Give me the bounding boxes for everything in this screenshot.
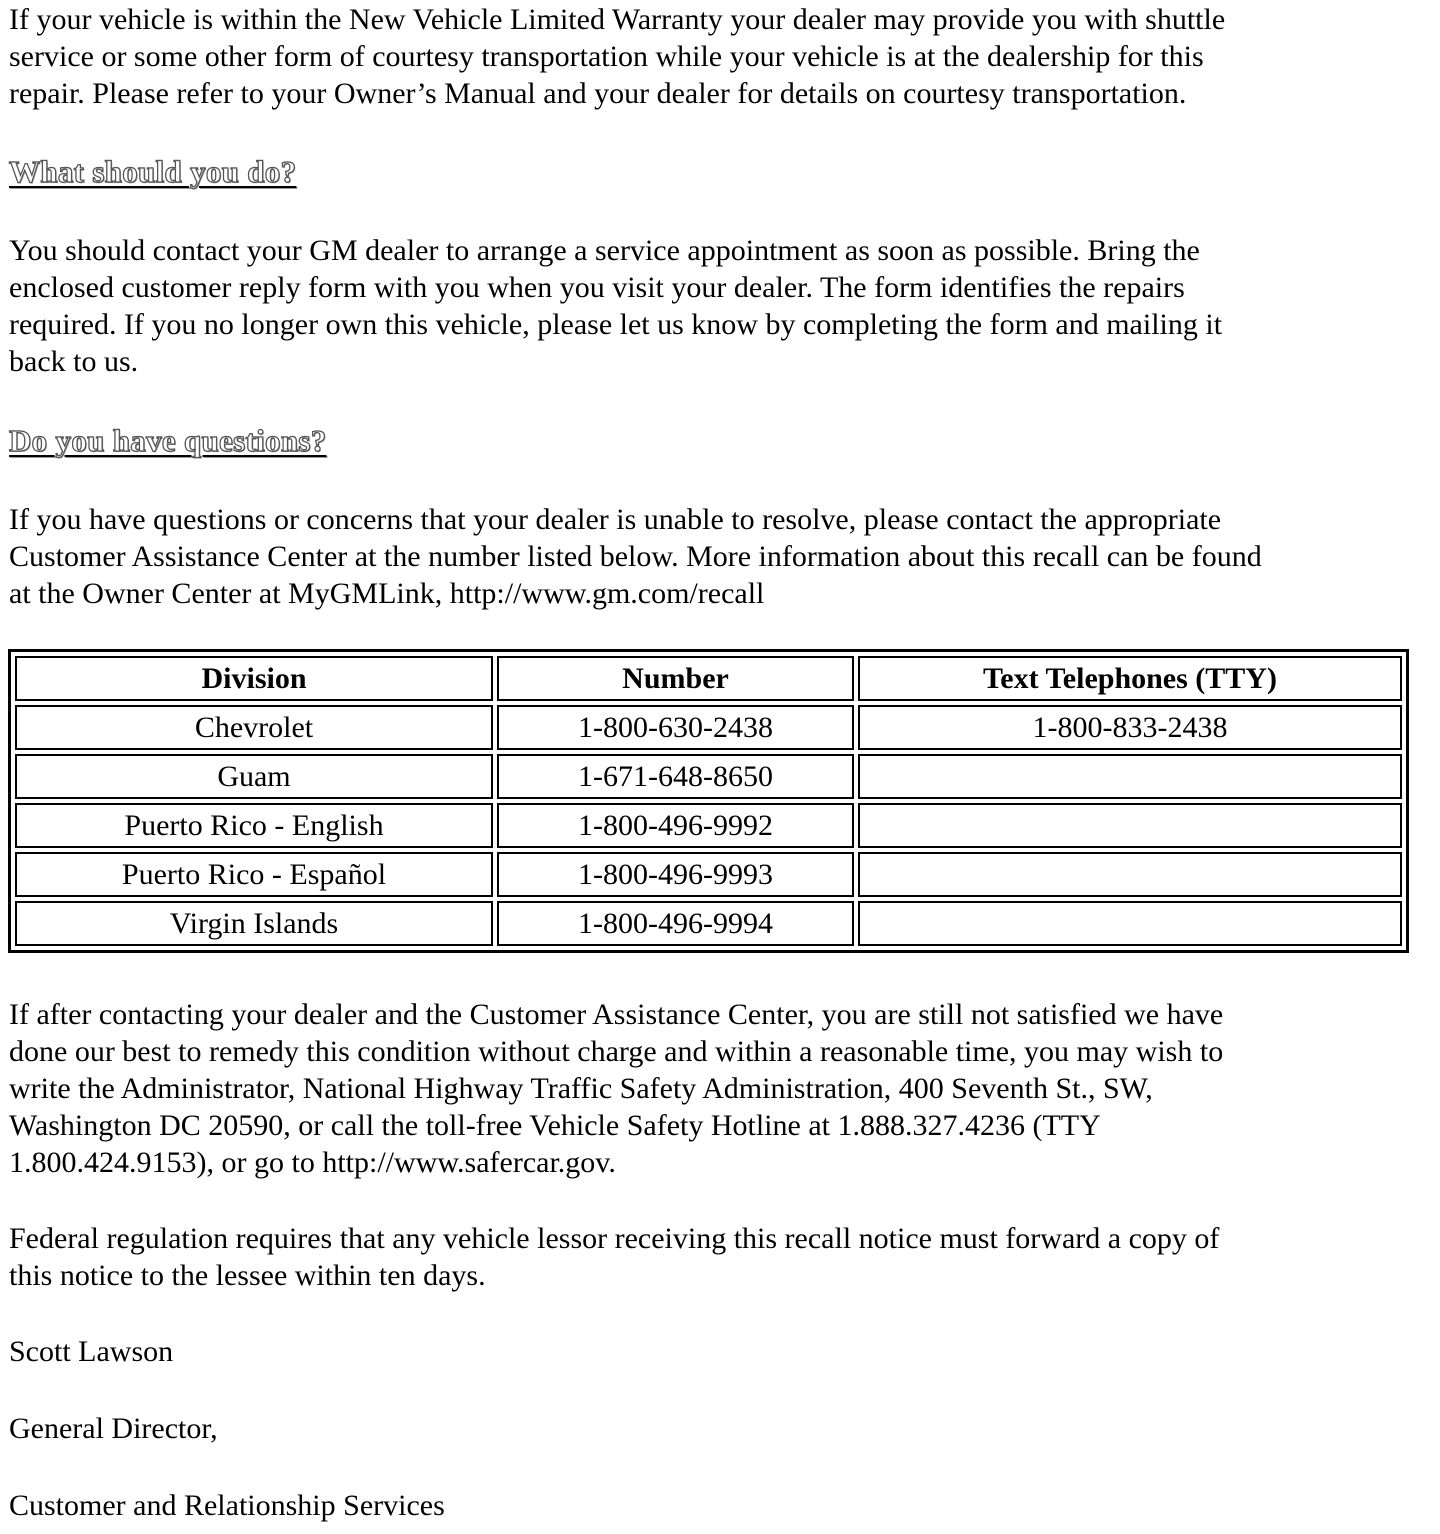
number-cell: 1-800-496-9993 <box>497 852 854 897</box>
customer-assistance-table <box>8 649 1409 953</box>
division-cell: Puerto Rico - Español <box>15 852 493 897</box>
number-column-header: Number <box>497 656 854 701</box>
table-row <box>15 754 1402 799</box>
tty-cell <box>858 754 1402 799</box>
nhtsa-paragraph: If after contacting your dealer and the Customer Assistance Center, you are still not satisfied we have done our best to remedy this condition without charge and within a reasonable time, you may wish to write the Administrator, National Highway Traffic Safety Administration, 400 Seventh St., SW, Washington DC 20590, or call the toll-free Vehicle Safety Hotline at 1.888.327.4236 (TTY 1.800.424.9153), or go to http://www.safercar.gov. <box>9 998 1224 1179</box>
table-header-row <box>15 656 1402 701</box>
what-should-you-do-paragraph: You should contact your GM dealer to arrange a service appointment as soon as possible. Bring the enclosed customer reply form with you when you visit your dealer. The form identifies the repairs required. If you no longer own this vehicle, please let us know by completing the form and mailing it back to us. <box>9 234 1223 378</box>
number-cell: 1-800-630-2438 <box>497 705 854 750</box>
do-you-have-questions-heading: Do you have questions? <box>9 423 327 458</box>
signature-department: Customer and Relationship Services <box>9 1489 445 1522</box>
division-cell: Chevrolet <box>15 705 493 750</box>
tty-cell <box>858 803 1402 848</box>
division-cell: Puerto Rico - English <box>15 803 493 848</box>
division-cell: Virgin Islands <box>15 901 493 946</box>
tty-column-header: Text Telephones (TTY) <box>858 656 1402 701</box>
number-cell: 1-800-496-9994 <box>497 901 854 946</box>
number-cell: 1-671-648-8650 <box>497 754 854 799</box>
tty-cell: 1-800-833-2438 <box>858 705 1402 750</box>
signature-title: General Director, <box>9 1412 218 1445</box>
what-should-you-do-heading: What should you do? <box>9 154 297 189</box>
courtesy-transportation-paragraph: If your vehicle is within the New Vehicle Limited Warranty your dealer may provide you with shuttle service or some other form of courtesy transportation while your vehicle is at the dealership for this repair. Please refer to your Owner’s Manual and your dealer for details on courtesy transportation. <box>9 3 1226 110</box>
division-cell: Guam <box>15 754 493 799</box>
questions-paragraph: If you have questions or concerns that your dealer is unable to resolve, please contact the appropriate Customer Assistance Center at the number listed below. More information about this recall can be found at the Owner Center at MyGMLink, http://www.gm.com/recall <box>9 503 1262 610</box>
table-row <box>15 901 1402 946</box>
table-row <box>15 852 1402 897</box>
division-column-header: Division <box>15 656 493 701</box>
tty-cell <box>858 901 1402 946</box>
table-row <box>15 803 1402 848</box>
lessor-paragraph: Federal regulation requires that any vehicle lessor receiving this recall notice must forward a copy of this notice to the lessee within ten days. <box>9 1222 1220 1292</box>
table-row <box>15 705 1402 750</box>
signature-name: Scott Lawson <box>9 1335 174 1368</box>
number-cell: 1-800-496-9992 <box>497 803 854 848</box>
tty-cell <box>858 852 1402 897</box>
